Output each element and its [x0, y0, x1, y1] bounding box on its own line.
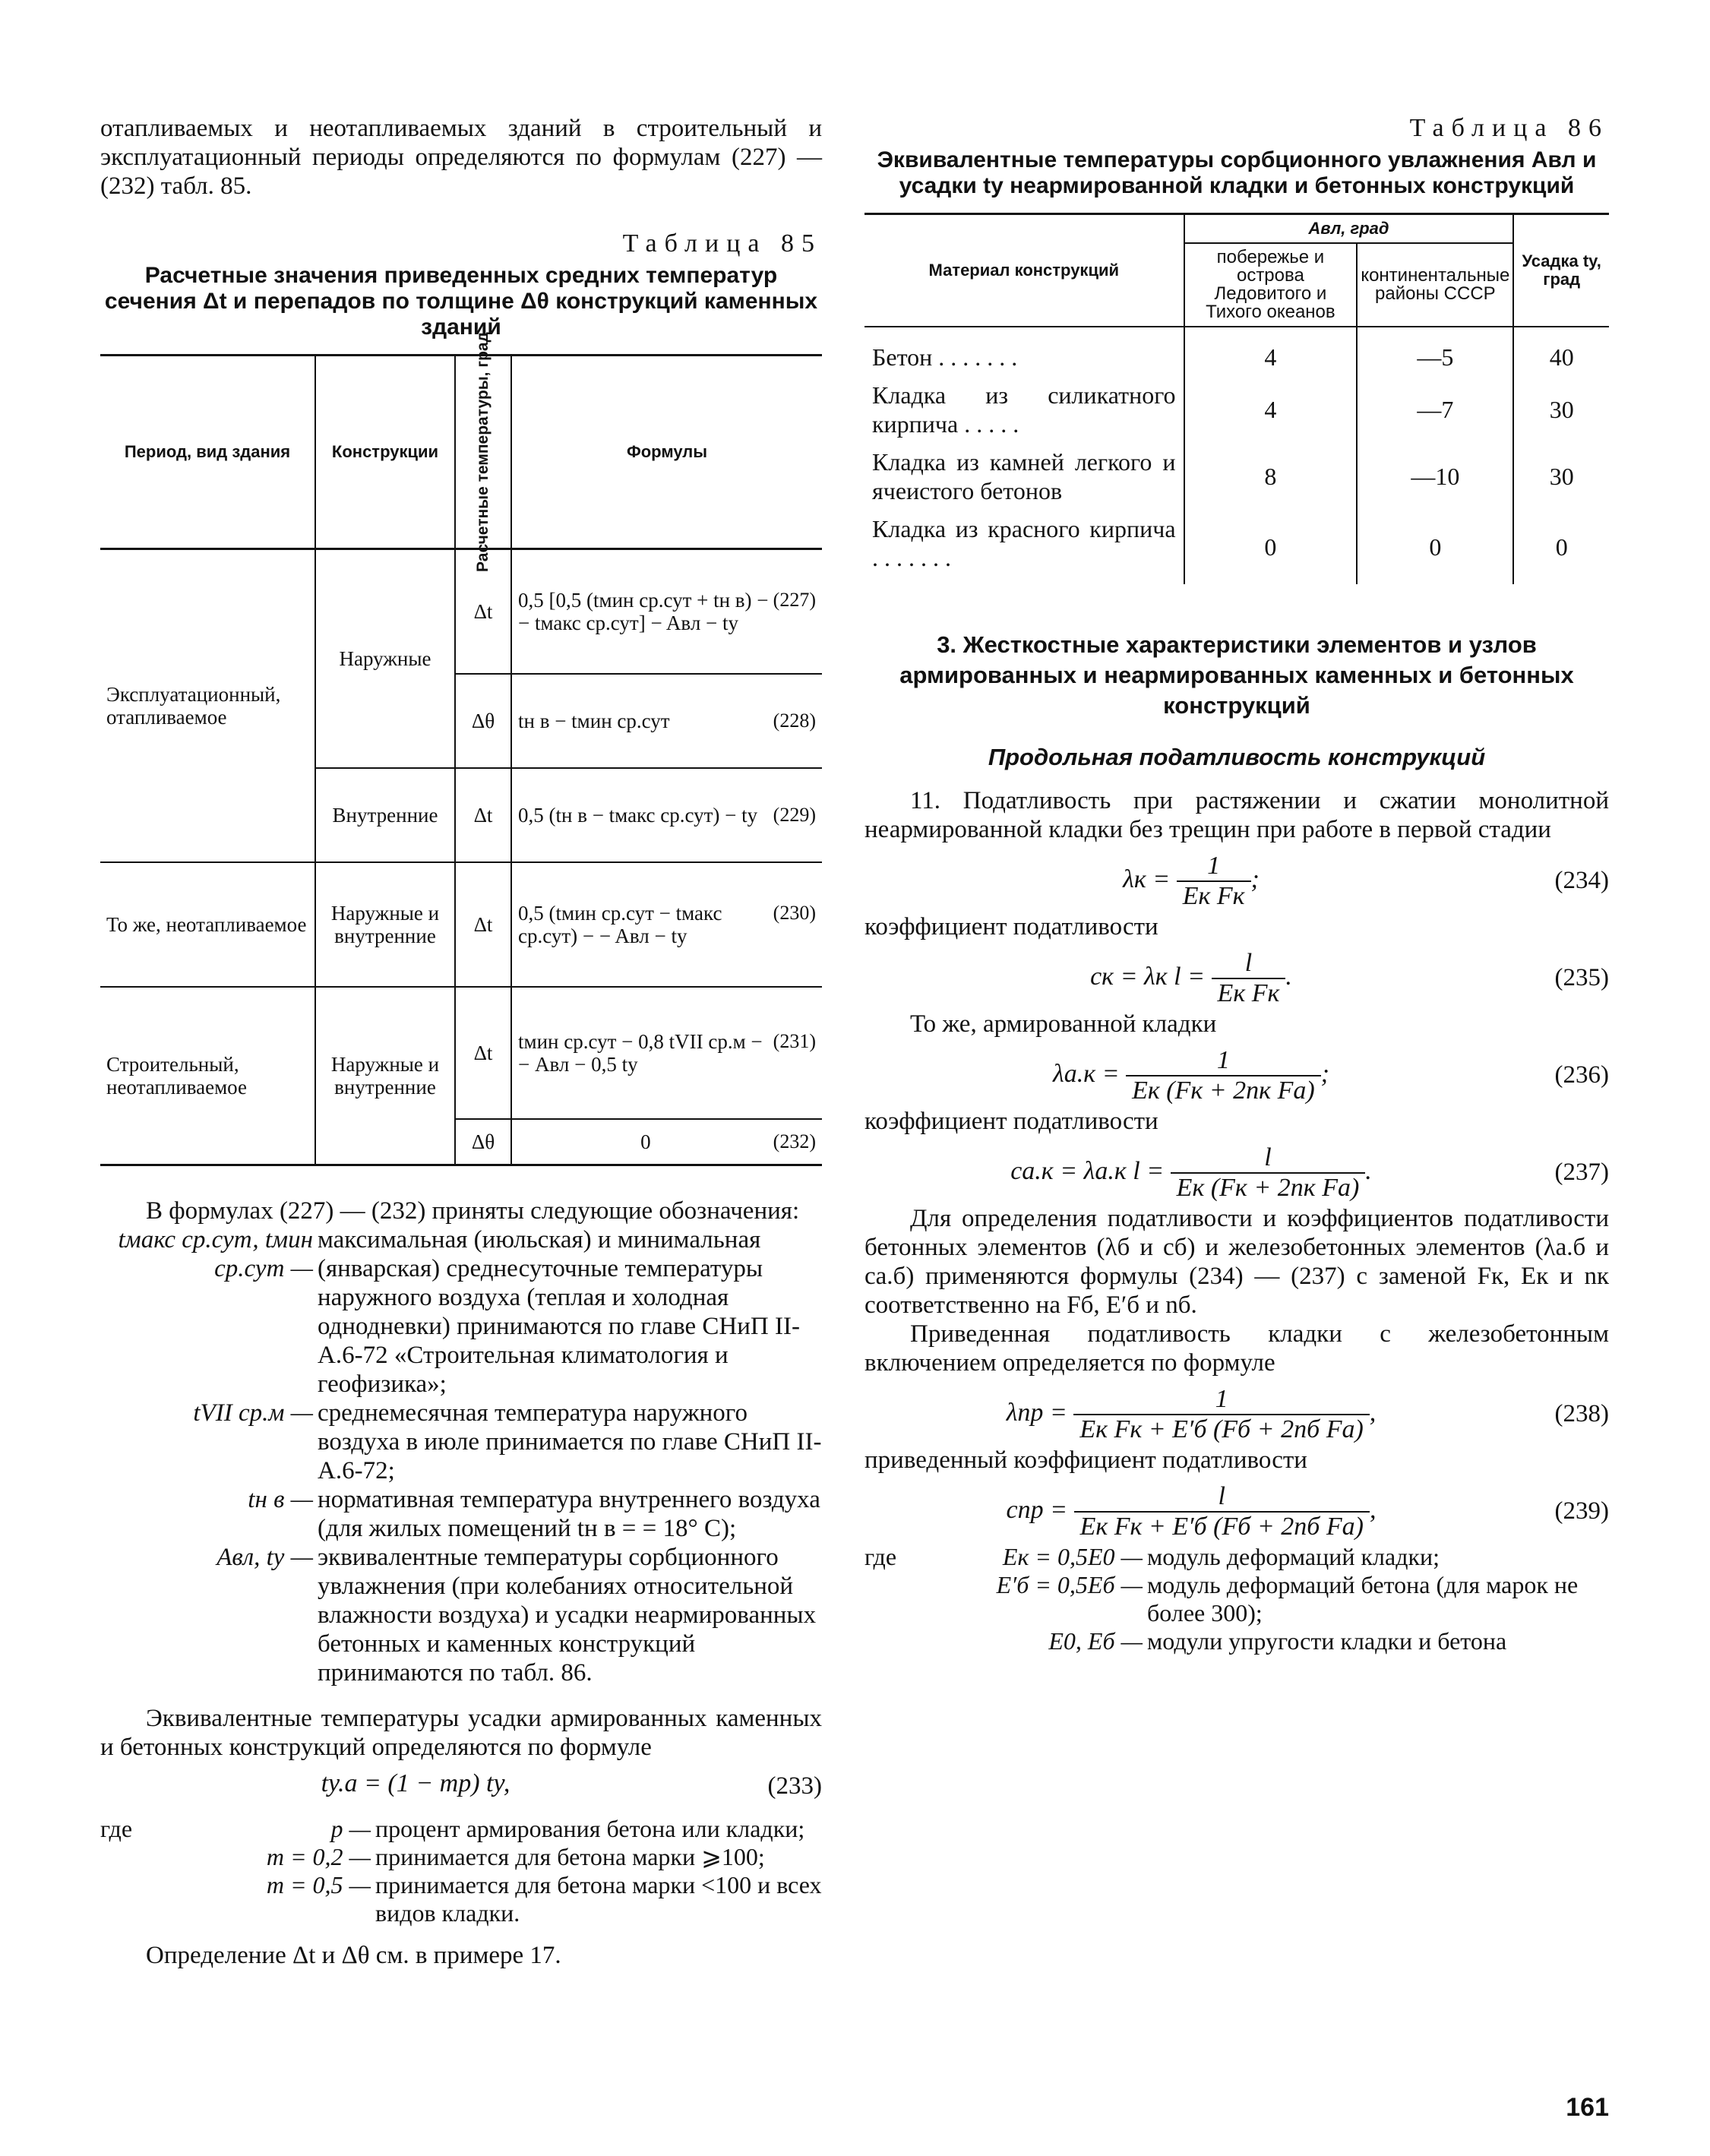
notation-symbol: tVII ср.м —	[193, 1399, 313, 1427]
table-85-title: Расчетные значения приведенных средних температур сечения Δt и перепадов по толщине Δθ конструкций каменных зданий	[104, 263, 818, 340]
equation-236: λа.к = $\frac{1}{\text{Eк (Fк + 2nк Fа)}}$ ; (236)	[1052, 1046, 1609, 1105]
coef-label-1: коэффициент податливости	[864, 913, 1158, 940]
t86-cell-coast: 0	[1184, 510, 1358, 584]
same-reinforced-label: То же, армированной кладки	[910, 1010, 1217, 1038]
t85-cell-temp: Δt	[455, 549, 511, 675]
t86-cell-material: Бетон . . . . . . .	[864, 327, 1184, 376]
table-row	[864, 327, 1609, 376]
section-title: 3. Жесткостные характеристики элементов и узлов армированных и неармированных каменных и бетонных конструкций	[899, 631, 1574, 719]
table-row	[100, 549, 822, 675]
t85-cell-period: Эксплуатационный, отапливаемое	[100, 549, 315, 863]
t86-header-material: Материал конструкций	[864, 214, 1184, 327]
t86-cell-material: Кладка из камней легкого и ячеистого бетонов	[864, 443, 1184, 510]
t86-cell-coast: 4	[1184, 327, 1358, 376]
equation-235: cк = λк l = $\frac{l}{\text{Eк Fк}}$ . (235)	[1090, 949, 1609, 1007]
table-row	[100, 987, 822, 1119]
table-row	[864, 443, 1609, 510]
t86-cell-material: Кладка из красного кирпича . . . . . . .	[864, 510, 1184, 584]
t85-cell-formula: (232) 0	[511, 1119, 822, 1165]
paragraph-11: 11. Податливость при растяжении и сжатии монолитной неармированной кладки без трещин при работе в первой стадии	[864, 787, 1609, 843]
t85-cell-formula: (230) 0,5 (tмин ср.сут − tмакс ср.сут) − − Aвл − tу	[511, 862, 822, 987]
final-paragraph: Определение Δt и Δθ см. в примере 17.	[146, 1942, 561, 1969]
t86-cell-shrink: 40	[1513, 327, 1609, 376]
equation-239: cпр = $\frac{l}{\text{Eк Fк + E′б (Fб + 2nб Fа)}}$ , (239)	[1006, 1482, 1609, 1541]
t85-cell-temp: Δt	[455, 768, 511, 862]
t86-cell-material: Кладка из силикатного кирпича . . . . .	[864, 376, 1184, 443]
t85-cell-temp: Δθ	[455, 1119, 511, 1165]
determination-paragraph: Для определения податливости и коэффициентов податливости бетонных элементов (λб и cб) и железобетонных элементов (λа.б и cа.б) применяются формулы (234) — (237) с заменой Fк, Eк и nк соответственно на Fб, E′б и nб.	[864, 1205, 1609, 1319]
t85-cell-period: Строительный, неотапливаемое	[100, 987, 315, 1165]
notation-text: нормативная температура внутреннего воздуха (для жилых помещений tн в = = 18° С);	[318, 1486, 820, 1542]
notation-intro: В формулах (227) — (232) приняты следующие обозначения:	[146, 1197, 800, 1225]
t85-cell-temp: Δt	[455, 862, 511, 987]
t86-cell-cont: 0	[1357, 510, 1513, 584]
t85-cell-formula: (227) 0,5 [0,5 (tмин ср.сут + tн в) − − tмакс ср.сут] − Aвл − tу	[511, 549, 822, 675]
table-86-title: Эквивалентные температуры сорбционного увлажнения Aвл и усадки tу неармированной кладки и бетонных конструкций	[877, 147, 1597, 198]
t86-cell-coast: 4	[1184, 376, 1358, 443]
page-number: 161	[1566, 2093, 1609, 2122]
table-row	[100, 862, 822, 987]
intro-paragraph: отапливаемых и неотапливаемых зданий в строительный и эксплуатационный периоды определяются по формулам (227) — (232) табл. 85.	[100, 115, 822, 200]
t86-header-shrink: Усадка tу, град	[1513, 214, 1609, 327]
t85-cell-construction: Наружные	[315, 549, 455, 769]
notation-symbol: tмакс ср.сут, tмин ср.сут —	[118, 1226, 313, 1282]
notation-text: максимальная (июльская) и минимальная (январская) среднесуточные температуры наружного воздуха (теплая и холодная однодневки) принимаются по главе СНиП II-А.6-72 «Строительная климатология и геофизика»;	[318, 1226, 800, 1398]
where-list-239: где Eк = 0,5E0 — модуль деформаций кладки; E′б = 0,5Eб — модуль деформаций бетона (для марок не более 300); E0, Eб — модули упругости кладки и бетона	[864, 1543, 1579, 1655]
t85-cell-construction: Наружные и внутренние	[315, 862, 455, 987]
table-85-number: Таблица 85	[622, 229, 822, 258]
t85-cell-construction: Внутренние	[315, 768, 455, 862]
t86-header-cont: континентальные районы СССР	[1357, 243, 1513, 327]
coef-label-3: приведенный коэффициент податливости	[864, 1446, 1307, 1474]
t85-cell-formula: (229) 0,5 (tн в − tмакс ср.сут) − tу	[511, 768, 822, 862]
table-row	[864, 510, 1609, 584]
t86-cell-shrink: 0	[1513, 510, 1609, 584]
notation-list	[100, 1225, 822, 1687]
notation-symbol: tн в —	[248, 1486, 313, 1513]
equation-237: cа.к = λа.к l = $\frac{l}{\text{Eк (Fк + 2nк Fа)}}$ . (237)	[1010, 1143, 1609, 1202]
shrink-paragraph: Эквивалентные температуры усадки армированных каменных и бетонных конструкций определяются по формуле	[100, 1705, 822, 1761]
right-column	[864, 114, 1609, 1655]
t85-header-construction: Конструкции	[315, 356, 455, 549]
t86-header-avl: Aвл, град	[1184, 214, 1514, 244]
notation-text: эквивалентные температуры сорбционного увлажнения (при колебаниях относительной влажности воздуха) и усадки неармированных бетонных и каменных конструкций принимаются по табл. 86.	[318, 1544, 817, 1687]
t86-header-coast: побережье и острова Ледовитого и Тихого океанов	[1184, 243, 1358, 327]
equation-234: λк = $\frac{1}{\text{Eк Fк}}$ ; (234)	[1123, 852, 1609, 910]
coef-label-2: коэффициент податливости	[864, 1108, 1158, 1135]
t86-cell-shrink: 30	[1513, 376, 1609, 443]
t85-cell-formula: (228) tн в − tмин ср.сут	[511, 674, 822, 768]
subsection-title: Продольная податливость конструкций	[988, 744, 1486, 770]
table-85	[100, 332, 822, 1166]
t85-cell-construction: Наружные и внутренние	[315, 987, 455, 1165]
left-column	[100, 114, 822, 1970]
t85-cell-temp: Δt	[455, 987, 511, 1119]
t86-cell-cont: —10	[1357, 443, 1513, 510]
t85-cell-formula: (231) tмин ср.сут − 0,8 tVII ср.м − − Aвл − 0,5 tу	[511, 987, 822, 1119]
t85-header-formula: Формулы	[511, 356, 822, 549]
equation-238: λпр = $\frac{1}{\text{Eк Fк + E′б (Fб + 2nб Fа)}}$ , (238)	[1006, 1385, 1609, 1443]
t85-cell-temp: Δθ	[455, 674, 511, 768]
t86-cell-shrink: 30	[1513, 443, 1609, 510]
where-list-233: где p — процент армирования бетона или кладки; m = 0,2 — принимается для бетона марки ⩾100; m = 0,5 — принимается для бетона марки <100 и всех видов кладки.	[100, 1815, 822, 1927]
equation-233: tу.а = (1 − mp) tу, (233)	[321, 1769, 822, 1800]
t85-cell-period: То же, неотапливаемое	[100, 862, 315, 987]
table-row	[864, 376, 1609, 443]
t86-cell-coast: 8	[1184, 443, 1358, 510]
t85-header-temp: Расчетные температуры, град	[455, 356, 511, 549]
reduced-paragraph: Приведенная податливость кладки с железобетонным включением определяется по формуле	[864, 1320, 1609, 1377]
notation-symbol: Aвл, tу —	[217, 1544, 313, 1571]
table-86-number: Таблица 86	[1409, 114, 1609, 142]
table-86	[864, 213, 1609, 584]
t86-cell-cont: —7	[1357, 376, 1513, 443]
t85-header-period: Период, вид здания	[100, 356, 315, 549]
t86-cell-cont: —5	[1357, 327, 1513, 376]
notation-text: среднемесячная температура наружного воздуха в июле принимается по главе СНиП II-А.6-72;	[318, 1399, 822, 1484]
